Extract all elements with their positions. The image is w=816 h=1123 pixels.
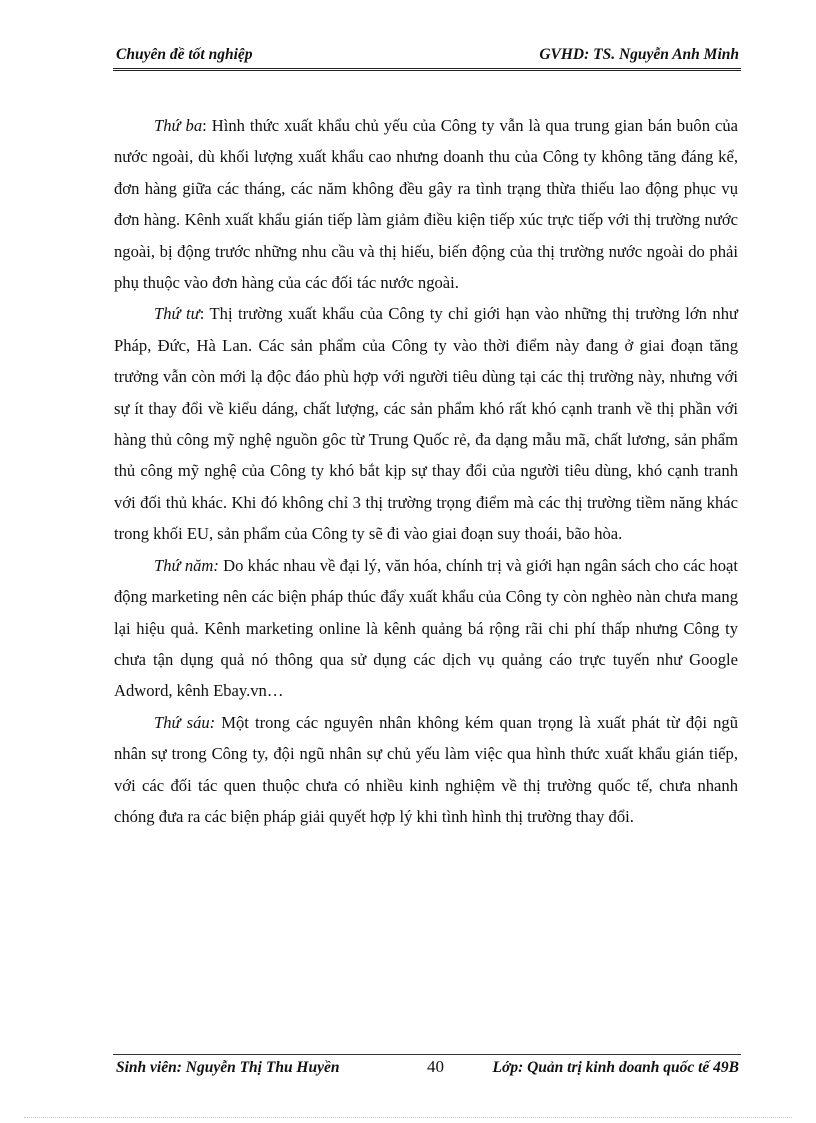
page-header <box>113 44 741 71</box>
paragraph-third-point <box>114 110 738 298</box>
page-number: 40 <box>427 1057 444 1076</box>
paragraph-text: : Hình thức xuất khẩu chủ yếu của Công ty vẫn là qua trung gian bán buôn của nước ngoài, dù khối lượng xuất khẩu cao nhưng doanh thu của Công ty không tăng đáng kể, đơn hàng giữa các tháng, các năm không đều gây ra tình trạng thừa thiếu lao động phục vụ đơn hàng. Kênh xuất khẩu gián tiếp làm giảm điều kiện tiếp xúc trực tiếp với thị trường nước ngoài, bị động trước những nhu cầu và thị hiếu, biến động của thị trường nước ngoài do phải phụ thuộc vào đơn hàng của các đối tác nước ngoài. <box>114 116 738 293</box>
header-document-type: Chuyên đề tốt nghiệp <box>116 46 253 63</box>
paragraph-text: : Thị trường xuất khẩu của Công ty chỉ giới hạn vào những thị trường lớn như Pháp, Đức, Hà Lan. Các sản phẩm của Công ty vào thời điểm này đang ở giai đoạn tăng trưởng vẫn còn mới lạ độc đáo phù hợp với người tiêu dùng tại các thị trường này, nhưng với sự ít thay đổi về kiểu dáng, chất lượng, các sản phẩm khó rất khó cạnh tranh về thị phần với hàng thủ công mỹ nghệ nguồn gôc từ Trung Quốc rẻ, đa dạng mẫu mã, chất lương, sản phẩm thủ công mỹ nghệ của Công ty khó bắt kịp sự thay đổi của người tiêu dùng, khó cạnh tranh với đối thủ khác. Khi đó không chỉ 3 thị trường trọng điểm mà các thị trường tiềm năng khác trong khối EU, sản phẩm của Công ty sẽ đi vào giai đoạn suy thoái, bão hòa. <box>114 304 738 544</box>
header-supervisor: GVHD: TS. Nguyễn Anh Minh <box>539 46 739 63</box>
paragraph-sixth-point <box>114 707 738 833</box>
footer-student-name: Sinh viên: Nguyễn Thị Thu Huyền <box>116 1059 340 1076</box>
footer-class: Lớp: Quản trị kinh doanh quốc tế 49B <box>492 1059 739 1076</box>
page-footer <box>113 1054 741 1083</box>
paragraph-lead: Thứ tư <box>154 304 200 324</box>
paragraph-text: Một trong các nguyên nhân không kém quan trọng là xuất phát từ đội ngũ nhân sự trong Công ty, đội ngũ nhân sự chủ yếu làm việc qua hình thức xuất khẩu gián tiếp, với các đối tác quen thuộc chưa có nhiều kinh nghiệm về thị trường quốc tế, chưa nhanh chóng đưa ra các biện pháp giải quyết hợp lý khi tình hình thị trường thay đổi. <box>114 712 738 826</box>
paragraph-lead: Thứ sáu: <box>154 712 216 732</box>
paragraph-text: Do khác nhau về đại lý, văn hóa, chính trị và giới hạn ngân sách cho các hoạt động marketing nên các biện pháp thúc đẩy xuất khẩu của Công ty còn nghèo nàn chưa mang lại hiệu quả. Kênh marketing online là kênh quảng bá rộng rãi chi phí thấp nhưng Công ty chưa tận dụng quả nó thông qua sử dụng các dịch vụ quảng cáo trực tuyến như Google Adword, kênh Ebay.vn… <box>114 555 738 701</box>
paragraph-fifth-point <box>114 550 738 707</box>
page-bottom-divider <box>24 1117 792 1118</box>
paragraph-lead: Thứ ba <box>154 116 203 135</box>
paragraph-fourth-point <box>114 298 738 549</box>
document-body <box>114 110 738 832</box>
paragraph-lead: Thứ năm: <box>154 555 219 575</box>
